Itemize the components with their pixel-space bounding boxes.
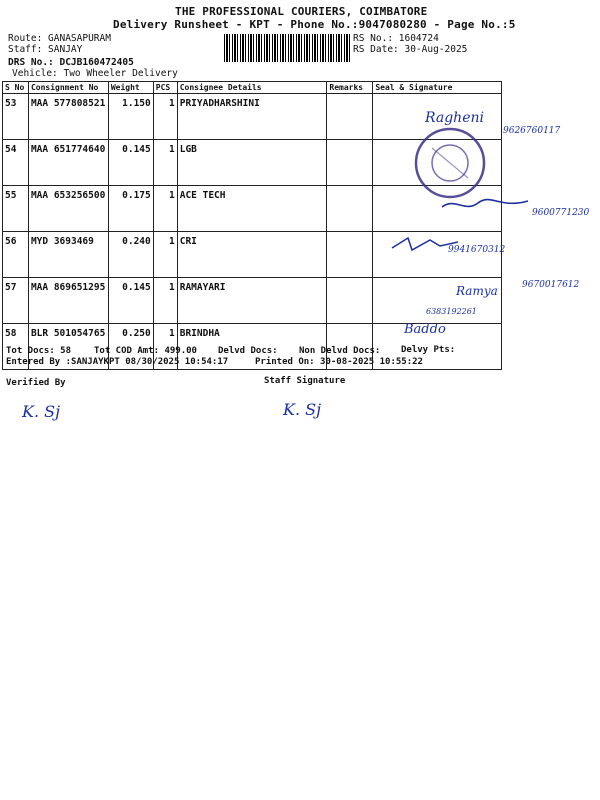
- consignment-cell: MYD 3693469: [28, 232, 108, 278]
- col-sno: S No: [3, 82, 29, 94]
- pcs-cell: 1: [153, 232, 177, 278]
- pcs-cell: 1: [153, 94, 177, 140]
- consignee-cell: PRIYADHARSHINI: [177, 94, 327, 140]
- consignment-cell: MAA 653256500: [28, 186, 108, 232]
- total-cod: Tot COD Amt: 499.00: [94, 346, 197, 356]
- consignee-cell: CRI: [177, 232, 327, 278]
- rs-date: RS Date: 30-Aug-2025: [353, 44, 468, 55]
- signature-row-57: Ramya: [456, 284, 498, 298]
- remarks-cell: [327, 140, 373, 186]
- consignee-cell: RAMAYARI: [177, 278, 327, 324]
- runsheet-subtitle: Delivery Runsheet - KPT - Phone No.:9047080280 - Page No.:5: [113, 18, 516, 31]
- handwritten-phone-55: 9600771230: [532, 208, 590, 218]
- remarks-cell: [327, 94, 373, 140]
- col-consignee: Consignee Details: [177, 82, 327, 94]
- pcs-cell: 1: [153, 140, 177, 186]
- signature-row-55: [440, 195, 530, 215]
- sno-cell: 56: [3, 232, 29, 278]
- col-seal: Seal & Signature: [373, 82, 502, 94]
- delivered-docs: Delvd Docs:: [218, 346, 278, 356]
- signature-row-58: Baddo: [404, 322, 446, 337]
- handwritten-phone-57: 9670017612: [522, 280, 580, 290]
- col-weight: Weight: [108, 82, 153, 94]
- consignee-cell: ACE TECH: [177, 186, 327, 232]
- table-header-row: [3, 82, 502, 94]
- route-label: Route: GANASAPURAM: [8, 33, 111, 44]
- consignee-cell: BRINDHA: [177, 324, 327, 370]
- sno-cell: 54: [3, 140, 29, 186]
- weight-cell: 0.250: [108, 324, 153, 370]
- verified-by-signature: K. Sj: [22, 402, 61, 421]
- remarks-cell: [327, 186, 373, 232]
- consignment-cell: MAA 577808521: [28, 94, 108, 140]
- col-consignment: Consignment No: [28, 82, 108, 94]
- pcs-cell: 1: [153, 186, 177, 232]
- consignment-cell: MAA 651774640: [28, 140, 108, 186]
- handwritten-phone-56: 9941670312: [448, 245, 506, 255]
- company-title: THE PROFESSIONAL COURIERS, COIMBATORE: [175, 5, 428, 18]
- total-docs: Tot Docs: 58: [6, 346, 72, 356]
- remarks-cell: [327, 232, 373, 278]
- barcode: [224, 34, 350, 62]
- weight-cell: 0.240: [108, 232, 153, 278]
- weight-cell: 0.145: [108, 278, 153, 324]
- consignee-cell: LGB: [177, 140, 327, 186]
- pcs-cell: 1: [153, 278, 177, 324]
- drs-number: DRS No.: DCJB160472405: [8, 57, 134, 68]
- staff-signature: K. Sj: [283, 400, 322, 419]
- staff-label: Staff: SANJAY: [8, 44, 83, 55]
- rs-number: RS No.: 1604724: [353, 33, 439, 44]
- verified-by-label: Verified By: [6, 378, 66, 388]
- table-row: [3, 278, 502, 324]
- consignment-cell: BLR 501054765: [28, 324, 108, 370]
- weight-cell: 0.175: [108, 186, 153, 232]
- sno-cell: 55: [3, 186, 29, 232]
- delivery-points: Delvy Pts:: [401, 345, 456, 355]
- weight-cell: 1.150: [108, 94, 153, 140]
- col-pcs: PCS: [153, 82, 177, 94]
- signature-row-53: Ragheni: [425, 110, 484, 126]
- non-delivered-docs: Non Delvd Docs:: [299, 346, 381, 356]
- vehicle-label: Vehicle: Two Wheeler Delivery: [12, 68, 178, 79]
- printed-on: Printed On: 30-08-2025 10:55:22: [255, 357, 423, 367]
- handwritten-phone-53: 9626760117: [503, 126, 561, 136]
- sno-cell: 57: [3, 278, 29, 324]
- staff-signature-label: Staff Signature: [264, 376, 346, 386]
- weight-cell: 0.145: [108, 140, 153, 186]
- pcs-cell: 1: [153, 324, 177, 370]
- col-remarks: Remarks: [327, 82, 373, 94]
- entered-by: Entered By :SANJAYKPT 08/30/2025 10:54:17: [6, 357, 229, 367]
- consignment-cell: MAA 869651295: [28, 278, 108, 324]
- sno-cell: 53: [3, 94, 29, 140]
- handwritten-phone-58: 6383192261: [426, 307, 477, 316]
- sno-cell: 58: [3, 324, 29, 370]
- remarks-cell: [327, 278, 373, 324]
